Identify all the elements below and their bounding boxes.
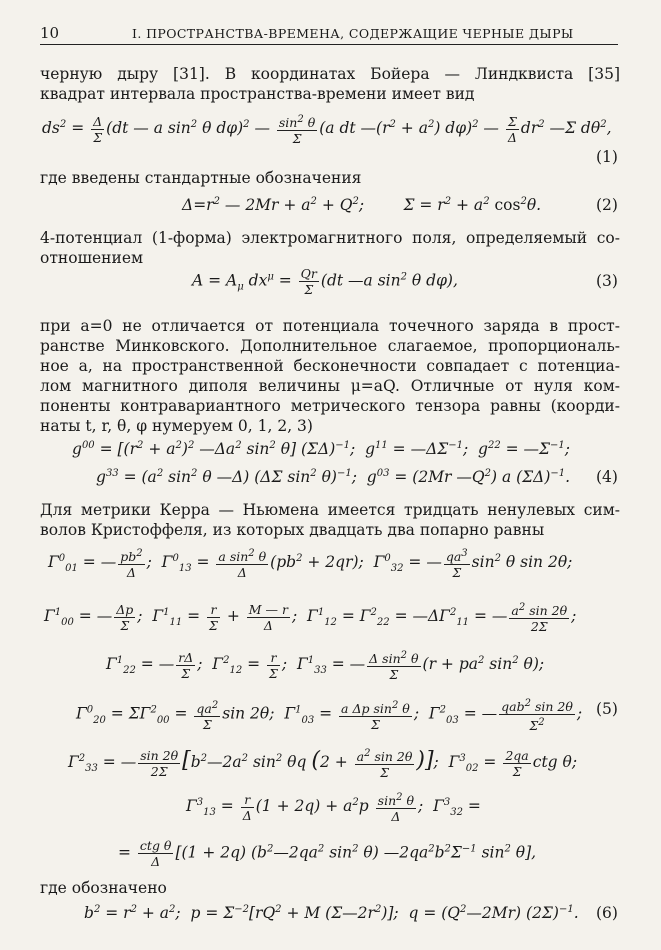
- equation-number: (3): [596, 272, 618, 290]
- text-line: лом магнитного диполя величины μ=aQ. Отличные от нуля ком-: [40, 377, 620, 395]
- equation-number: (6): [596, 904, 618, 922]
- equation-5-row6: $\Gamma^3_{13}$ = $\frac{r}{\Delta}$ $(1 + 2q) + a^2p$ $\frac{\sin^2 \theta}{\Delta}$ ; $\Gamma^3_{32}$ =: [186, 791, 481, 825]
- text-line: поненты контравариантного метрического тензора равны (коорди-: [40, 397, 620, 415]
- page-number: 10: [40, 24, 60, 42]
- running-title: I. ПРОСТРАНСТВА-ВРЕМЕНА, СОДЕРЖАЩИЕ ЧЕРНЫЕ ДЫРЫ: [132, 26, 574, 41]
- equation-4a: $g^{00} = [(r^2 + a^2)^2$ $—\Delta a^2$ $\sin^2 \theta$] $(\Sigma\Delta)^{-1}$; $g^{11}$ = $—\Delta\Sigma^{-1}$; $g^{22}$ = $—\Sigma^{-1}$;: [72, 440, 571, 459]
- equation-3: $A = A_\mu$ $dx^\mu$ = $\frac{Qr}{\Sigma}$ (dt —a $\sin^2 \theta$ dφ),: [192, 266, 458, 297]
- equation-5-row4: $\Gamma^0_{20} = \Sigma\Gamma^2_{00}$ = $\frac{qa^2}{\Sigma}$ sin 2θ; $\Gamma^1_{03}$ = $\frac{a \Delta p \sin^2 \theta}{\Sigma}$ ; $\Gamma^2_{03}$ = — qab$^2$ sin 2θ $\Sigma^2$ ;: [76, 698, 583, 734]
- equation-number: (2): [596, 196, 618, 214]
- equation-5-row5: $\Gamma^2_{33}$ = — $\frac{\sin 2\theta}{2\Sigma}$ [$b^2—2a^2$ $\sin^2 \theta q$ (2 + $\frac{a^2 \sin 2\theta}{\Sigma}$ )]; $\Gamma^3_{02}$ = $\frac{2qa}{\Sigma}$ ctg θ;: [68, 747, 578, 781]
- text-line: где обозначено: [40, 879, 167, 897]
- text-line: где введены стандартные обозначения: [40, 169, 362, 187]
- text-line: отношением: [40, 249, 144, 267]
- equation-4b: $g^{33} = (a^2$ $\sin^2 \theta$ —Δ) (ΔΣ $\sin^2 \theta)^{-1}$; $g^{03} = (2Mr$ $—Q^2$) a $(\Sigma\Delta)^{-1}$.: [96, 468, 571, 487]
- equation-number: (4): [596, 468, 618, 486]
- text-line: волов Кристоффеля, из которых двадцать два попарно равны: [40, 521, 545, 539]
- text-line: 4-потенциал (1-форма) электромагнитного поля, определяемый со-: [40, 229, 620, 247]
- equation-6: $b^2 = r^2 + a^2$; $p = \Sigma^{-2}[rQ^2 + M$ $(\Sigma—2r^2)$]; $q = (Q^2—2Mr)$ $(2\Sigma)^{-1}$.: [84, 904, 579, 923]
- text-line: черную дыру [31]. В координатах Бойера — Линдквиста [35]: [40, 65, 620, 83]
- text-line: Для метрики Керра — Ньюмена имеется тридцать ненулевых сим-: [40, 501, 620, 519]
- equation-5-row1: $\Gamma^0_{01}$ = — $\frac{pb^2}{\Delta}$ ; $\Gamma^0_{13}$ = $\frac{a \sin^2 \theta}{\Delta}$ $(pb^2 + 2qr)$; $\Gamma^0_{32}$ = — $\frac{qa^3}{\Sigma}$ $\sin^2 \theta$ sin 2θ;: [48, 548, 573, 581]
- running-header: [40, 20, 618, 45]
- equation-5-row7: = ctg θ Δ [(1 + 2q) ($b^2—2qa^2$ $\sin^2 \theta$) $—2qa^2b^2\Sigma^{-1}$ $\sin^2 \theta$],: [118, 838, 537, 869]
- equation-2: $\Delta=r^2$ — $2Mr + a^2 + Q^2$; $\Sigma = r^2 + a^2$ $\cos^2\theta$.: [182, 196, 542, 215]
- equation-number: (5): [596, 700, 618, 718]
- text-line: ранстве Минковского. Дополнительное слагаемое, пропорциональ-: [40, 337, 620, 355]
- text-line: при a=0 не отличается от потенциала точечного заряда в прост-: [40, 317, 620, 335]
- equation-5-row2: $\Gamma^1_{00}$ = — $\frac{\Delta p}{\Sigma}$ ; $\Gamma^1_{11}$ = $\frac{r}{\Sigma}$ + $\frac{M — r}{\Delta}$ ; $\Gamma^1_{12} = \Gamma^2_{22}$ = $—\Delta\Gamma^2_{11}$ = — $\frac{a^2 \sin 2\theta}{2\Sigma}$ ;: [44, 601, 577, 635]
- equation-number: (1): [596, 148, 618, 166]
- text-line: ное a, на пространственной бесконечности совпадает с потенциа-: [40, 357, 620, 375]
- text-line: квадрат интервала пространства-времени имеет вид: [40, 85, 475, 103]
- text-line: наты t, r, θ, φ нумеруем 0, 1, 2, 3): [40, 417, 313, 435]
- equation-5-row3: $\Gamma^1_{22}$ = — $\frac{r\Delta}{\Sigma}$ ; $\Gamma^2_{12}$ = $\frac{r}{\Sigma}$ ; $\Gamma^1_{33}$ = — $\frac{\Delta \sin^2 \theta}{\Sigma}$ ($r + pa^2$ $\sin^2 \theta$);: [106, 649, 545, 683]
- equation-1: $ds^2$ = $\frac{\Delta}{\Sigma}$ (dt — a $\sin^2 \theta$ dφ)$^2$ — $\frac{\sin^2 \theta}{\Sigma}$ (a dt $—(r^2 + a^2)$ dφ)$^2$ — $\frac{\Sigma}{\Delta}$ $dr^2$ —Σ $d\theta^2$,: [42, 113, 612, 147]
